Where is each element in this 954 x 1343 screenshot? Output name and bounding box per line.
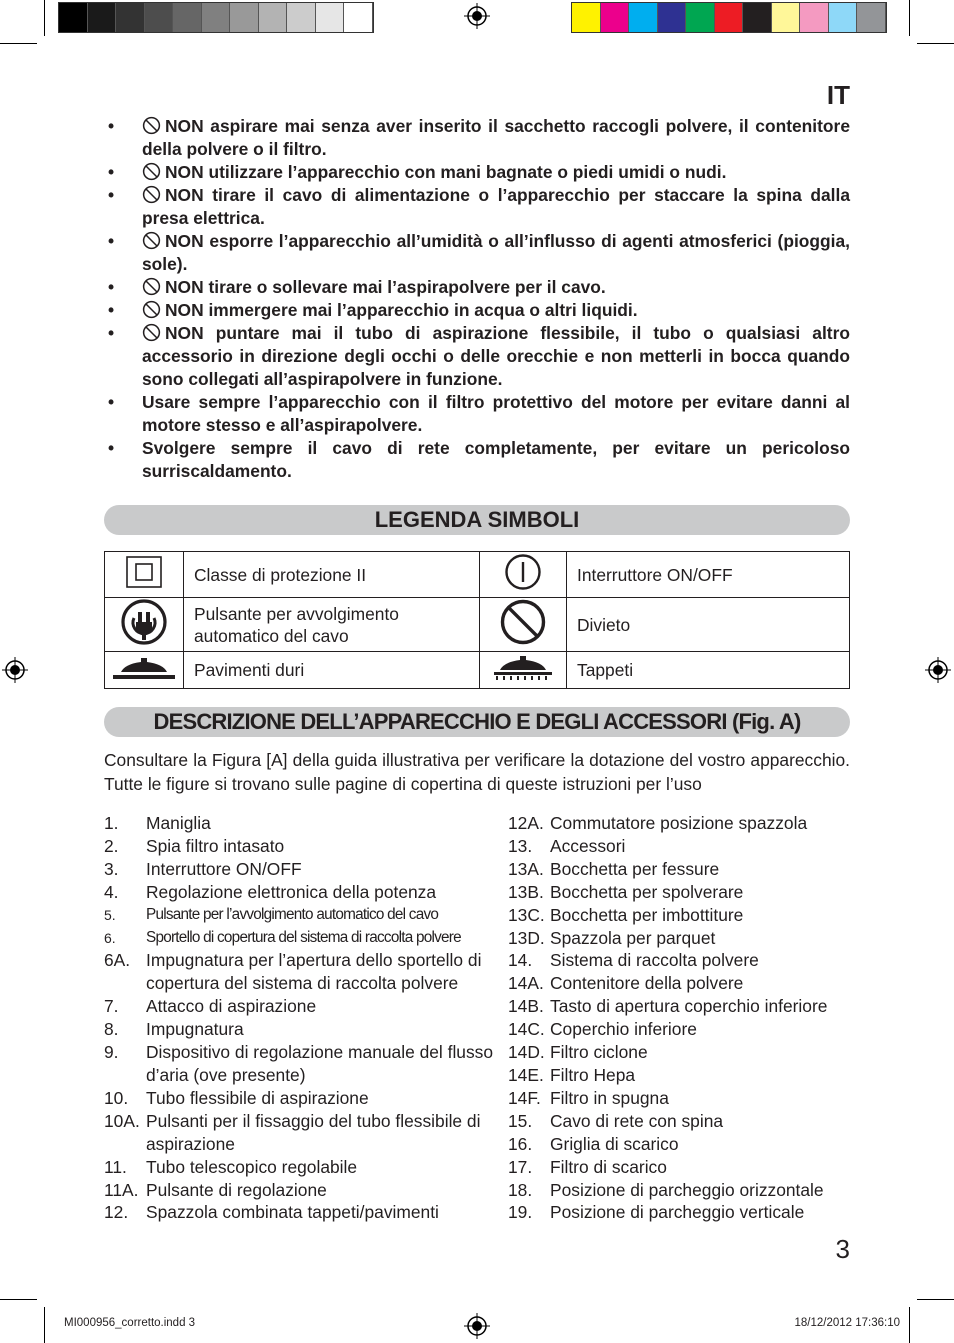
part-number: 3. [104,858,119,879]
warning-item [104,299,850,322]
class-ii-icon [105,552,184,598]
legend-label: Interruttore ON/OFF [567,552,850,598]
legend-row [105,552,850,598]
bullet-dot: • [108,116,115,136]
part-item [104,812,499,835]
part-item [104,1110,499,1156]
bullet-dot: • [108,231,115,251]
cord-rewind-icon [105,598,184,652]
part-number: 6A. [104,950,131,971]
part-label: Cavo di rete con spina [550,1110,724,1131]
parts-list-left [104,812,499,1224]
crop-mark [44,0,45,36]
part-label: Accessori [550,835,626,856]
part-item [104,1041,499,1087]
part-label: Tubo flessibile di aspirazione [146,1087,369,1108]
part-item [508,858,850,881]
part-number: 14A. [508,973,544,994]
prohibition-icon [142,323,161,342]
part-item [508,1201,850,1224]
part-label: Filtro Hepa [550,1064,636,1085]
part-number: 13A. [508,858,544,879]
crop-mark [909,0,910,36]
color-swatch [601,3,630,32]
part-label: Contenitore della polvere [550,973,744,994]
part-item [104,1179,499,1202]
part-item [508,835,850,858]
part-number: 14. [508,950,533,971]
color-swatch [715,3,744,32]
part-label: Maniglia [146,813,211,833]
legend-row [105,652,850,689]
crop-mark [917,43,954,44]
parts-list-right [508,812,850,1224]
carpet-icon [480,652,567,689]
part-label: Impugnatura [146,1019,244,1040]
warning-text: Usare sempre l’apparecchio con il filtro protettivo del motore per evitare danni al motore stesso e all’aspirapolvere. [142,392,850,435]
part-item [104,1201,499,1224]
warning-item [104,276,850,299]
part-number: 19. [508,1202,533,1223]
part-number: 6. [104,929,116,946]
prohibition-icon [142,277,161,296]
part-item [508,1087,850,1110]
description-section-title: DESCRIZIONE DELL’APPARECCHIO E DEGLI ACCESSORI (Fig. A) [104,707,850,737]
part-label: Interruttore ON/OFF [146,858,302,879]
prohibition-icon [480,598,567,652]
footer-timestamp: 18/12/2012 17:36:10 [794,1317,900,1329]
warning-item [104,437,850,483]
part-number: 7. [104,996,119,1017]
bullet-dot: • [108,300,115,320]
color-swatch [829,3,858,32]
warning-item [104,230,850,276]
color-swatch [743,3,772,32]
part-number: 16. [508,1133,533,1154]
footer-file-name: MI000956_corretto.indd 3 [64,1317,196,1329]
part-label: Spazzola combinata tappeti/pavimenti [146,1202,439,1223]
warning-text: NON utilizzare l’apparecchio con mani bagnate o piedi umidi o nudi. [165,162,727,182]
part-item [104,1087,499,1110]
part-number: 14E. [508,1064,544,1085]
part-label: Bocchetta per spolverare [550,881,744,902]
warning-item [104,115,850,161]
part-label: Regolazione elettronica della potenza [146,881,437,902]
bullet-dot: • [108,392,115,412]
page-number: 3 [835,1234,850,1264]
color-swatch [230,3,259,32]
legend-label: Divieto [567,598,850,652]
safety-warnings-list [104,115,850,483]
legend-label: Tappeti [567,652,850,689]
part-number: 1. [104,813,119,833]
part-label: Bocchetta per fessure [550,858,720,879]
grayscale-color-bar [58,2,374,33]
warning-text: Svolgere sempre il cavo di rete completamente, per evitare un pericoloso surriscaldamento. [142,438,850,481]
part-item [508,1064,850,1087]
crop-mark [0,43,37,44]
part-item [508,812,850,835]
warning-text: NON esporre l’apparecchio all’umidità o all’influsso di agenti atmosferici (pioggia, sole). [142,231,850,274]
color-swatch [629,3,658,32]
part-label: Filtro di scarico [550,1156,667,1177]
part-item [104,835,499,858]
part-item [508,1110,850,1133]
part-item [508,904,850,927]
color-swatch [772,3,801,32]
warning-item [104,391,850,437]
legend-label: Pulsante per avvolgimento automatico del cavo [184,598,480,652]
crop-mark [0,1299,37,1300]
bullet-dot: • [108,323,115,343]
part-number: 4. [104,881,119,902]
color-swatch [800,3,829,32]
part-item [508,995,850,1018]
bullet-dot: • [108,277,115,297]
crop-mark [917,1299,954,1300]
part-number: 15. [508,1110,533,1131]
warning-item [104,184,850,230]
color-swatch [857,3,886,32]
part-number: 17. [508,1156,533,1177]
part-label: Spazzola per parquet [550,927,716,948]
part-label: Bocchetta per imbottiture [550,904,744,925]
symbol-legend-table [104,551,850,689]
prohibition-icon [142,162,161,181]
part-item [508,1018,850,1041]
registration-mark-icon [464,1313,490,1339]
part-number: 12A. [508,813,544,833]
part-number: 18. [508,1179,533,1200]
crop-mark [909,1307,910,1343]
part-number: 13. [508,835,533,856]
part-number: 14F. [508,1087,541,1108]
color-swatch [145,3,174,32]
part-item [104,927,499,950]
color-swatch [572,3,601,32]
color-swatch [259,3,288,32]
part-label: Tubo telescopico regolabile [146,1156,358,1177]
part-label: Pulsante per l’avvolgimento automatico del cavo [146,905,439,923]
registration-mark-icon [925,657,951,683]
crop-mark [44,1307,45,1343]
part-number: 13B. [508,881,544,902]
part-label: Tasto di apertura coperchio inferiore [550,996,828,1017]
color-swatch [658,3,687,32]
part-number: 14D. [508,1042,545,1063]
part-item [508,927,850,950]
part-label: Sistema di raccolta polvere [550,950,759,971]
power-switch-icon [480,552,567,598]
warning-text: NON tirare il cavo di alimentazione o l’apparecchio per staccare la spina dalla presa elettrica. [142,185,850,228]
color-swatch [88,3,117,32]
part-number: 10. [104,1087,129,1108]
part-label: Posizione di parcheggio orizzontale [550,1179,824,1200]
legend-section-title: LEGENDA SIMBOLI [104,505,850,535]
legend-label: Pavimenti duri [184,652,480,689]
process-color-bar [571,2,887,33]
part-label: Commutatore posizione spazzola [550,813,808,833]
part-number: 10A. [104,1110,140,1131]
registration-mark-icon [2,657,28,683]
hard-floor-icon [105,652,184,689]
part-item [104,904,499,927]
part-item [508,881,850,904]
part-item [104,1018,499,1041]
part-number: 11. [104,1156,127,1177]
part-item [508,972,850,995]
bullet-dot: • [108,185,115,205]
part-item [508,1133,850,1156]
prohibition-icon [142,300,161,319]
part-label: Filtro in spugna [550,1087,669,1108]
part-number: 5. [104,906,116,923]
part-label: Pulsanti per il fissaggio del tubo flessibile di aspirazione [146,1110,481,1154]
part-item [508,1179,850,1202]
warning-item [104,161,850,184]
part-label: Filtro ciclone [550,1042,648,1063]
part-item [508,1041,850,1064]
intro-paragraph: Consultare la Figura [A] della guida illustrativa per verificare la dotazione del vostro apparecchio. Tutte le figure si trovano sulle pagine di copertina di queste istruzioni per l’uso [104,750,850,794]
part-item [508,1156,850,1179]
part-label: Coperchio inferiore [550,1019,697,1040]
part-label: Impugnatura per l’apertura dello sportello di copertura del sistema di raccolta polvere [146,950,482,994]
bullet-dot: • [108,162,115,182]
part-number: 2. [104,835,119,856]
bullet-dot: • [108,438,115,458]
warning-item [104,322,850,391]
color-swatch [316,3,345,32]
part-item [508,949,850,972]
part-number: 14C. [508,1019,545,1040]
color-swatch [116,3,145,32]
prohibition-icon [142,185,161,204]
color-swatch [202,3,231,32]
registration-mark-icon [464,3,490,29]
part-label: Posizione di parcheggio verticale [550,1202,805,1223]
part-label: Pulsante di regolazione [146,1179,327,1200]
part-number: 12. [104,1202,129,1223]
language-code: IT [826,80,850,110]
part-label: Dispositivo di regolazione manuale del flusso d’aria (ove presente) [146,1042,494,1085]
part-number: 13C. [508,904,545,925]
warning-text: NON aspirare mai senza aver inserito il sacchetto raccogli polvere, il contenitore della polvere o il filtro. [142,116,850,159]
part-item [104,858,499,881]
color-swatch [59,3,88,32]
part-number: 8. [104,1019,119,1040]
part-number: 13D. [508,927,545,948]
color-swatch [686,3,715,32]
color-swatch [344,3,373,32]
warning-text: NON immergere mai l’apparecchio in acqua o altri liquidi. [165,300,638,320]
prohibition-icon [142,116,161,135]
part-item [104,949,499,995]
part-label: Attacco di aspirazione [146,996,317,1017]
warning-text: NON tirare o sollevare mai l’aspirapolvere per il cavo. [165,277,606,297]
prohibition-icon [142,231,161,250]
part-item [104,995,499,1018]
part-item [104,1156,499,1179]
part-item [104,881,499,904]
part-label: Spia filtro intasato [146,835,285,856]
part-label: Griglia di scarico [550,1133,679,1154]
legend-row [105,598,850,652]
part-number: 11A. [104,1179,139,1200]
color-swatch [287,3,316,32]
color-swatch [173,3,202,32]
legend-label: Classe di protezione II [184,552,480,598]
part-number: 9. [104,1042,119,1063]
part-label: Sportello di copertura del sistema di raccolta polvere [146,928,461,946]
part-number: 14B. [508,996,544,1017]
warning-text: NON puntare mai il tubo di aspirazione flessibile, il tubo o qualsiasi altro accessorio in direzione degli occhi o delle orecchie e non metterli in bocca quando sono collegati all’aspirapolvere in funzione. [142,323,850,389]
